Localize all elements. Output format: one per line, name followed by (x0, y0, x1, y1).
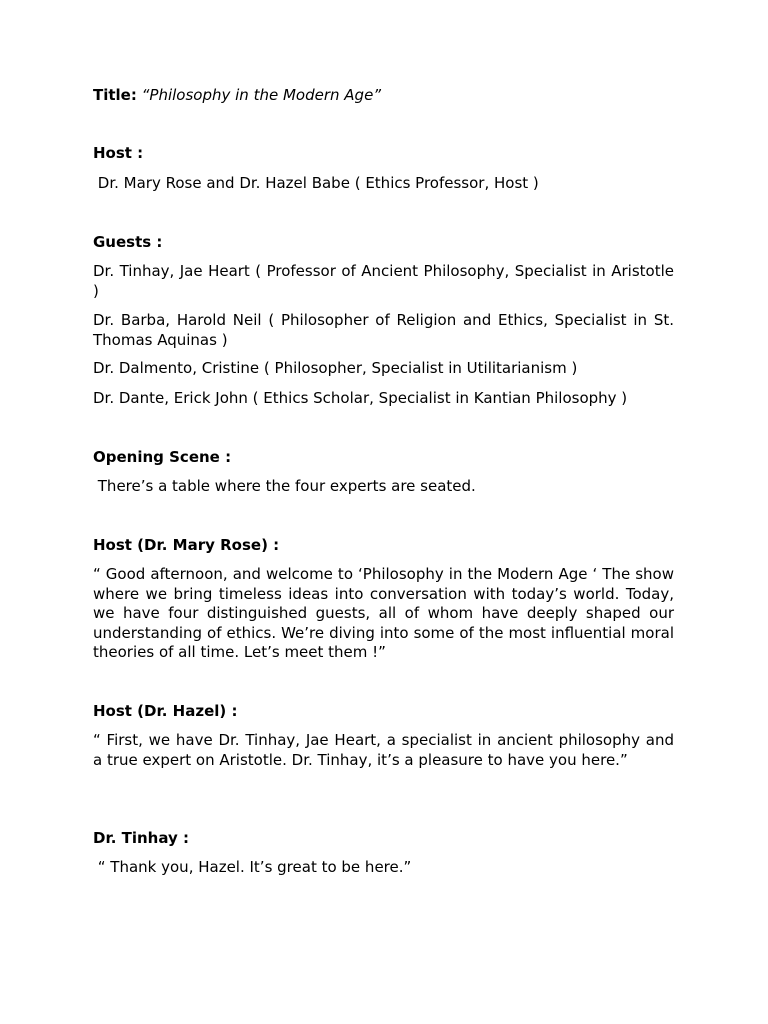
title-label: Title: (93, 86, 137, 104)
opening-scene-heading: Opening Scene : (93, 448, 232, 466)
dr-tinhay-heading: Dr. Tinhay : (93, 829, 190, 847)
guest-item-2: Dr. Barba, Harold Neil ( Philosopher of Religion and Ethics, Specialist in St. Thomas Aquinas ) (93, 311, 674, 349)
guest-item-4: Dr. Dante, Erick John ( Ethics Scholar, Specialist in Kantian Philosophy ) (93, 389, 628, 407)
opening-scene-text: There’s a table where the four experts are seated. (93, 477, 476, 495)
host-hazel-heading: Host (Dr. Hazel) : (93, 702, 238, 720)
host-heading: Host : (93, 144, 144, 162)
guest-item-3: Dr. Dalmento, Cristine ( Philosopher, Specialist in Utilitarianism ) (93, 359, 578, 377)
title-line (93, 86, 674, 106)
guest-item-1: Dr. Tinhay, Jae Heart ( Professor of Ancient Philosophy, Specialist in Aristotle ) (93, 262, 674, 300)
guests-heading: Guests : (93, 233, 163, 251)
host-hazel-text: “ First, we have Dr. Tinhay, Jae Heart, a specialist in ancient philosophy and a true expert on Aristotle. Dr. Tinhay, it’s a pleasure to have you here.” (93, 731, 674, 769)
dr-tinhay-text: “ Thank you, Hazel. It’s great to be here.” (93, 858, 412, 876)
host-mary-text: “ Good afternoon, and welcome to ‘Philosophy in the Modern Age ‘ The show where we bring timeless ideas into conversation with today’s world. Today, we have four distinguished guests, all of whom have deeply shaped our understanding of ethics. We’re diving into some of the most influential moral theories of all time. Let’s meet them !” (93, 565, 674, 661)
host-mary-heading: Host (Dr. Mary Rose) : (93, 536, 280, 554)
host-text: Dr. Mary Rose and Dr. Hazel Babe ( Ethics Professor, Host ) (93, 174, 539, 192)
title-text: “Philosophy in the Modern Age” (141, 86, 382, 104)
